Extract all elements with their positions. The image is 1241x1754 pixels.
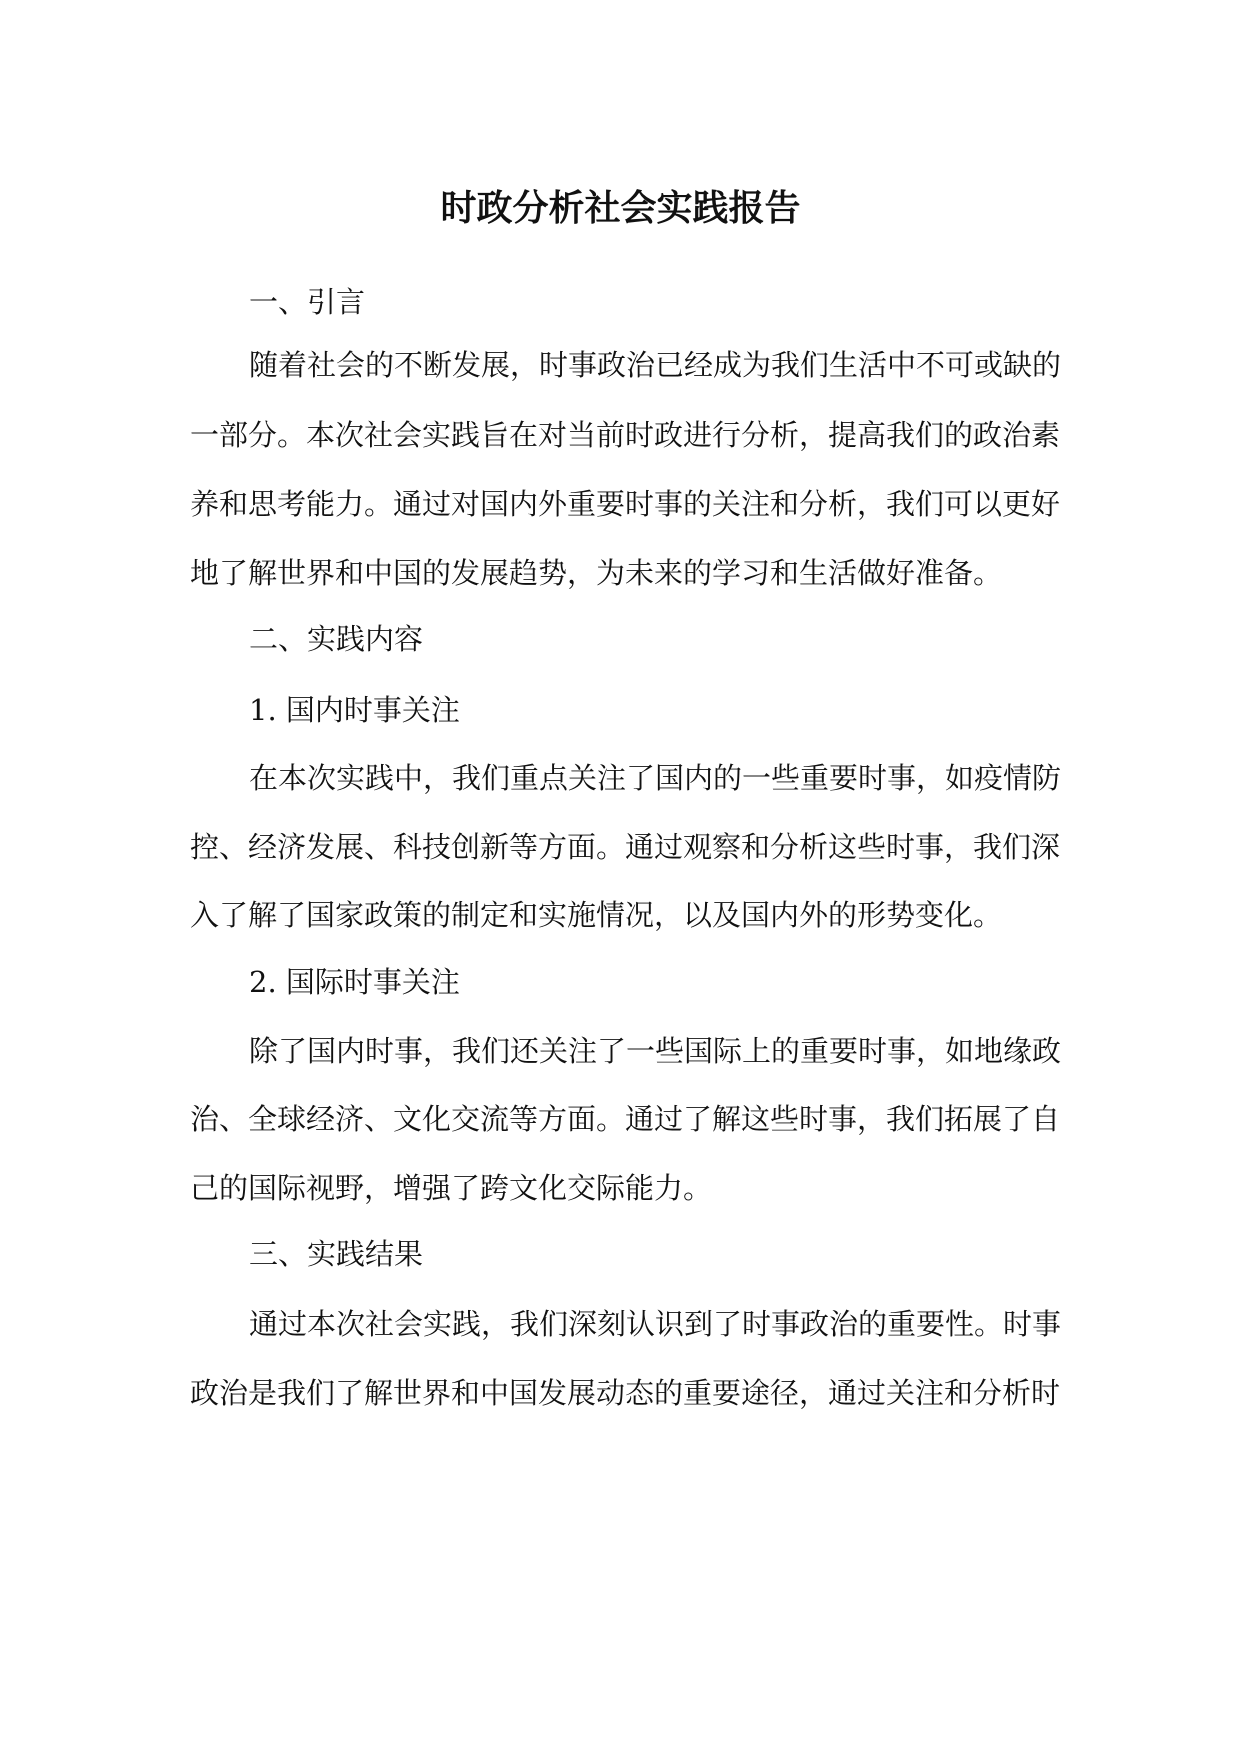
paragraph-line: 入了解了国家政策的制定和实施情况，以及国内外的形势变化。 xyxy=(190,898,1003,932)
section-heading-introduction: 一、引言 xyxy=(249,285,366,319)
paragraph-line: 控、经济发展、科技创新等方面。通过观察和分析这些时事，我们深 xyxy=(190,830,1061,864)
paragraph-line: 养和思考能力。通过对国内外重要时事的关注和分析，我们可以更好 xyxy=(190,487,1061,521)
subheading-domestic-affairs: 1. 国内时事关注 xyxy=(249,693,460,727)
paragraph-line: 随着社会的不断发展，时事政治已经成为我们生活中不可或缺的 xyxy=(249,348,1062,382)
section-heading-practice-results: 三、实践结果 xyxy=(249,1237,424,1271)
paragraph-line: 一部分。本次社会实践旨在对当前时政进行分析，提高我们的政治素 xyxy=(190,418,1061,452)
paragraph-line: 政治是我们了解世界和中国发展动态的重要途径，通过关注和分析时 xyxy=(190,1376,1061,1410)
paragraph-line: 通过本次社会实践，我们深刻认识到了时事政治的重要性。时事 xyxy=(249,1307,1062,1341)
subheading-international-affairs: 2. 国际时事关注 xyxy=(249,965,460,999)
paragraph-line: 地了解世界和中国的发展趋势，为未来的学习和生活做好准备。 xyxy=(190,556,1003,590)
document-title: 时政分析社会实践报告 xyxy=(440,187,801,229)
section-heading-practice-content: 二、实践内容 xyxy=(249,622,424,656)
paragraph-line: 除了国内时事，我们还关注了一些国际上的重要时事，如地缘政 xyxy=(249,1034,1062,1068)
paragraph-line: 在本次实践中，我们重点关注了国内的一些重要时事，如疫情防 xyxy=(249,761,1062,795)
paragraph-line: 治、全球经济、文化交流等方面。通过了解这些时事，我们拓展了自 xyxy=(190,1102,1061,1136)
paragraph-line: 己的国际视野，增强了跨文化交际能力。 xyxy=(190,1171,713,1205)
